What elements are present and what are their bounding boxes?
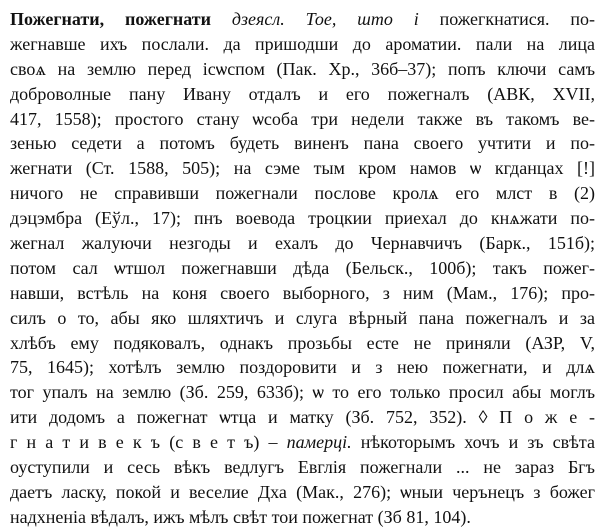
entry-line-16: тог упалъ на землю (Зб. 259, 633б); ѡ то его только просил абы моглъ xyxy=(10,382,595,403)
entry-line-1 xyxy=(10,7,595,32)
entry-line-2: жегнавше ихъ послали. да пришодши до ароматии. пали на лица xyxy=(10,33,595,54)
entry-line-6: зенью седети а потомъ будеть виненъ пана своего учтити и по- xyxy=(10,133,595,154)
entry-line-21: надхненіа вѣдалъ, ижъ мѣлъ свѣт тои пожегнат (Зб 81, 104). xyxy=(10,506,471,527)
entry-line-17: ити додомъ а пожегнат ѡтца и матку (Зб. 752, 352). ◊ П о ж е - xyxy=(10,407,595,428)
entry-line-19: оуступили и сесь вѣкъ ведлугъ Евглія пожегнали ... не зараз Бгъ xyxy=(10,457,595,478)
entry-line-12: навши, встѣль на коня своего выборного, з ним (Мам., 176); про- xyxy=(10,282,595,303)
entry-headword: Пожегнати, пожегнати xyxy=(10,9,212,29)
entry-line-20: даетъ ласку, покой и веселие Дха (Мак., 276); ѡныи черънецъ з божег xyxy=(10,481,595,502)
entry-line-9: дэцэмбра (Еўл., 17); пнъ воевода троцкии приехал до кнѧжати по- xyxy=(10,208,595,229)
entry-line-13: силъ о то, абы яко шляхтичъ и слуга вѣрный пана пожегналъ и за xyxy=(10,307,595,328)
entry-line-7: жегнати (Ст. 1588, 505); на сэме тым кром намов ѡ кгданцах [!] xyxy=(10,158,595,179)
entry-line-8: ничого не справивши пожегнали послове кролѧ его млст в (2) xyxy=(10,183,595,204)
dictionary-entry xyxy=(10,7,595,530)
phrase-headword: г н а т и в е к ъ (с в е т ъ) – памерці. xyxy=(10,432,352,453)
entry-line-10: жегнал жалуючи незгоды и ехалъ до Чернавчичъ (Барк., 151б); xyxy=(10,233,595,254)
entry-line-11: потом сал ѡтшол пожегнавши дѣда (Бельск., 100б); такъ пожег- xyxy=(10,257,595,278)
entry-line-14: хлѣбъ ему подяковалъ, однакъ прозьбы есте не приняли (АЗР, V, xyxy=(10,332,595,353)
entry-line-18 xyxy=(10,430,595,455)
entry-grammar-definition: дзеясл. Тое, што і xyxy=(211,9,419,29)
entry-line-15: 75, 1645); хотѣлъ землю поздоровити и з нею пожегнати, и длѧ xyxy=(10,357,595,378)
entry-line-4: доброволные пану Ивану отдалъ и его пожегналъ (АВК, XVII, xyxy=(10,83,595,104)
entry-line-5: 417, 1558); простого стану ѡсоба три недели также въ такомъ ве- xyxy=(10,108,595,129)
entry-text: пожегкнатися. по- xyxy=(418,9,595,29)
entry-line-3: своѧ на землю перед ісѡспом (Пак. Хр., 36б–37); попъ ключи самъ xyxy=(10,58,595,79)
entry-text: нѣкоторымъ хочъ и зъ свѣта xyxy=(351,432,595,453)
